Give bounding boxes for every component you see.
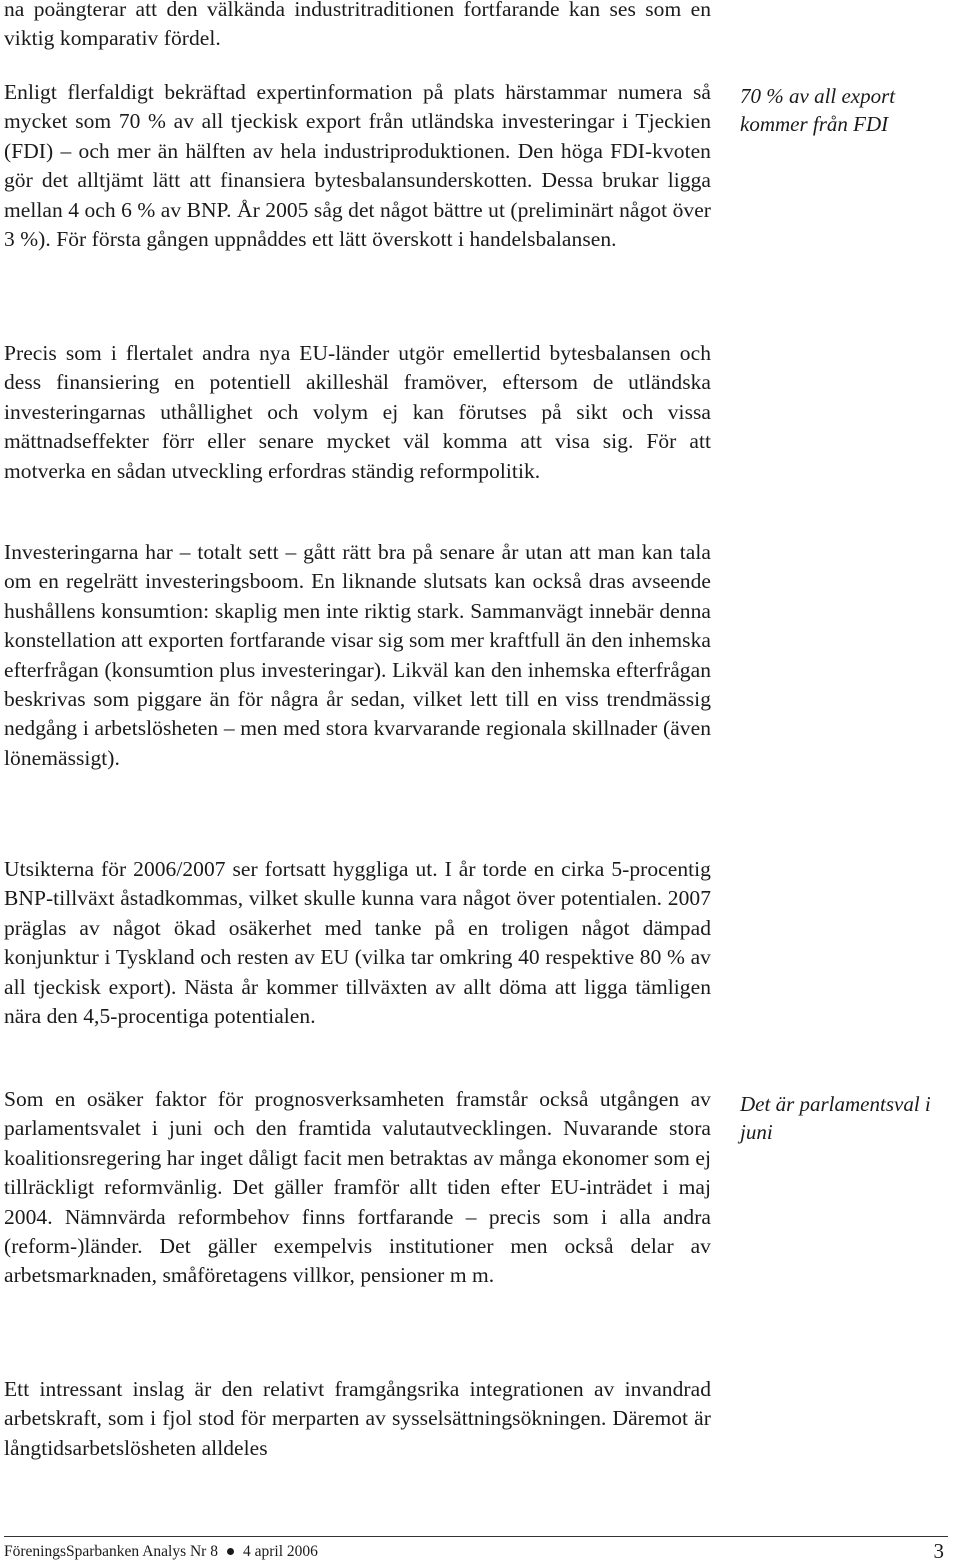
paragraph-2: Enligt flerfaldigt bekräftad expertinformation på plats härstammar numera så mycket som 70 % av all tjeckisk export från utländska investeringar i Tjeckien (FDI) – och mer än hälften av hela industriproduktionen. Den höga FDI-kvoten gör det alltjämt lätt att finansiera bytesbalansunderskotten. Dessa brukar ligga mellan 4 och 6 % av BNP. År 2005 såg det något bättre ut (preliminärt något över 3 %). För första gången uppnåddes ett lätt överskott i handelsbalansen. xyxy=(4,80,711,252)
paragraph-7: Ett intressant inslag är den relativt framgångsrika integrationen av invandrad arbetskraft, som i fjol stod för merparten av sysselsättningsökningen. Däremot är långtidsarbetslösheten alldeles xyxy=(4,1377,711,1460)
footer-divider xyxy=(4,1536,948,1537)
footer-publication: FöreningsSparbanken Analys Nr 8 xyxy=(4,1543,218,1560)
margin-note-election: Det är parlamentsval i juni xyxy=(740,1092,931,1144)
paragraph-4: Investeringarna har – totalt sett – gått rätt bra på senare år utan att man kan tala om en regelrätt investeringsboom. En liknande slutsats kan också dras avseende hushållens konsumtion: skaplig men inte riktig stark. Sammanvägt innebär denna konstellation att exporten fortfarande visar sig som mer kraftfull än den inhemska efterfrågan (konsumtion plus investeringar). Likväl kan den inhemska efterfrågan beskrivas som piggare än för några år sedan, vilket lett till en viss trendmässig nedgång i arbetslösheten – men med stora kvarvarande regionala skillnader (även lönemässigt). xyxy=(4,540,711,770)
page-footer xyxy=(4,1541,944,1565)
paragraph-1: na poängterar att den välkända industritraditionen fortfarande kan ses som en viktig komparativ fördel. xyxy=(4,0,711,51)
footer-date: 4 april 2006 xyxy=(242,1543,318,1560)
footer-publication-info xyxy=(4,1543,318,1561)
page-number: 3 xyxy=(933,1539,944,1563)
margin-note-fdi: 70 % av all export kommer från FDI xyxy=(740,84,896,136)
paragraph-5: Utsikterna för 2006/2007 ser fortsatt hyggliga ut. I år torde en cirka 5-procentig BNP-tillväxt åstadkommas, vilket skulle kunna vara något över potentialen. 2007 präglas av något ökad osäkerhet med tanke på en troligen något dämpad konjunktur i Tyskland och resten av EU (vilka tar omkring 40 respektive 80 % av all tjeckisk export). Nästa år kommer tillväxten av allt döma att ligga tämligen nära den 4,5-procentiga potentialen. xyxy=(4,857,711,1029)
paragraph-3: Precis som i flertalet andra nya EU-länder utgör emellertid bytesbalansen och dess finansiering en potentiell akilleshäl framöver, eftersom de utländska investeringarnas uthållighet och volym ej kan förutses på sikt och vissa mättnadseffekter förr eller senare mycket väl komma att visa sig. För att motverka en sådan utveckling erfordras ständig reformpolitik. xyxy=(4,341,711,483)
paragraph-6: Som en osäker faktor för prognosverksamheten framstår också utgången av parlamentsvalet i juni och den framtida valutautvecklingen. Nuvarande stora koalitionsregering har inget dåligt facit men betraktas av många ekonomer som ej tillräckligt reformvänlig. Det gäller framför allt tiden efter EU-inträdet i maj 2004. Nämnvärda reformbehov finns fortfarande – precis som i alla andra (reform-)länder. Det gäller exempelvis institutioner men också delar av arbetsmarknaden, småföretagens villkor, pensioner m m. xyxy=(4,1087,711,1288)
bullet-icon xyxy=(227,1548,234,1555)
